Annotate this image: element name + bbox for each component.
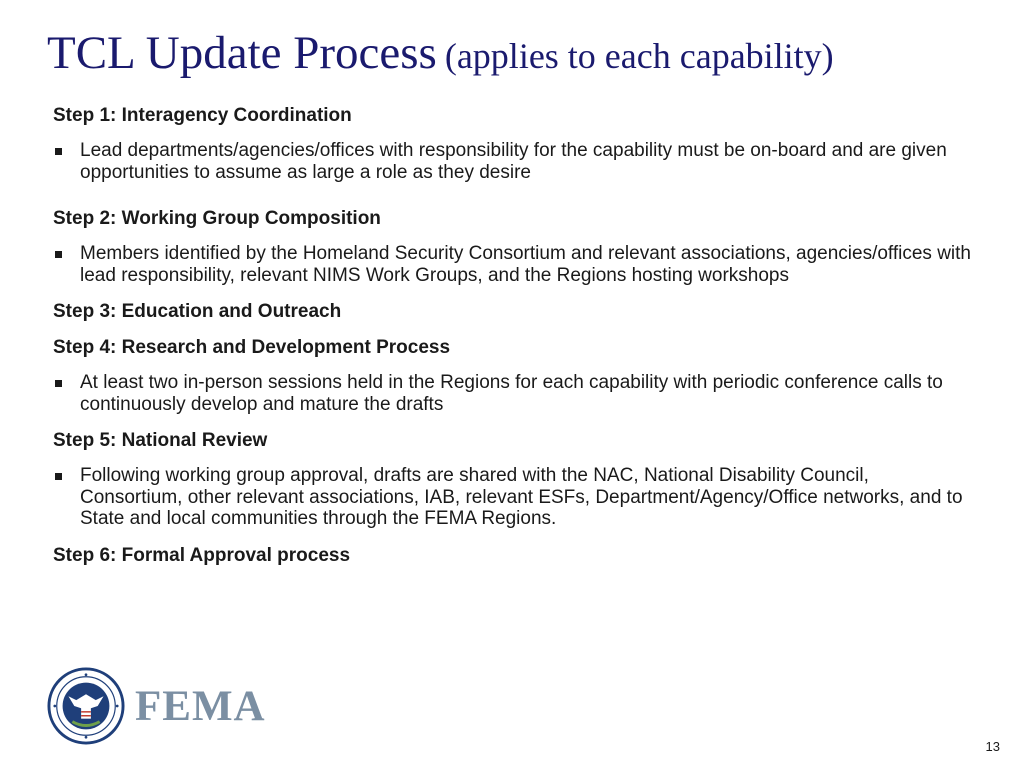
step-4-heading: Step 4: Research and Development Process: [53, 337, 451, 358]
fema-logo: [47, 667, 266, 745]
slide-content: [53, 104, 973, 580]
step-6-heading: Step 6: Formal Approval process: [53, 544, 351, 566]
fema-logo-text: FEMA: [135, 682, 266, 730]
step-5-bullet-text: Following working group approval, drafts are shared with the NAC, National Disability Council, Consortium, other relevant associations, IAB, relevant ESFs, Department/Agency/Office networks, and to State and local communities through the FEMA Regions.: [80, 465, 963, 529]
step-4-bullet-text: At least two in-person sessions held in the Regions for each capability with periodic conference calls to continuously develop and mature the drafts: [80, 372, 943, 415]
step-2-heading: Step 2: Working Group Composition: [53, 208, 381, 229]
page-number: 13: [985, 739, 1000, 754]
step-1-bullet: [53, 140, 973, 183]
dhs-seal-icon: [47, 667, 125, 745]
slide-title-sub: (applies to each capability): [444, 36, 834, 76]
slide-title-main: TCL Update Process: [47, 27, 437, 79]
square-bullet-icon: [55, 251, 62, 258]
step-2-bullet-text: Members identified by the Homeland Security Consortium and relevant associations, agencies/offices with lead responsibility, relevant NIMS Work Groups, and the Regions hosting workshops: [80, 243, 971, 286]
step-2-bullet: [53, 243, 973, 286]
square-bullet-icon: [55, 473, 62, 480]
step-1-bullet-text: Lead departments/agencies/offices with responsibility for the capability must be on-board and are given opportunities to assume as large a role as they desire: [80, 140, 947, 183]
step-1-heading: Step 1: Interagency Coordination: [53, 105, 352, 126]
square-bullet-icon: [55, 148, 62, 155]
step-3-heading: Step 3: Education and Outreach: [53, 301, 342, 322]
step-5-heading: Step 5: National Review: [53, 430, 268, 451]
step-5-bullet: [53, 465, 973, 530]
slide-title: [47, 28, 834, 80]
step-4-bullet: [53, 372, 973, 415]
square-bullet-icon: [55, 380, 62, 387]
